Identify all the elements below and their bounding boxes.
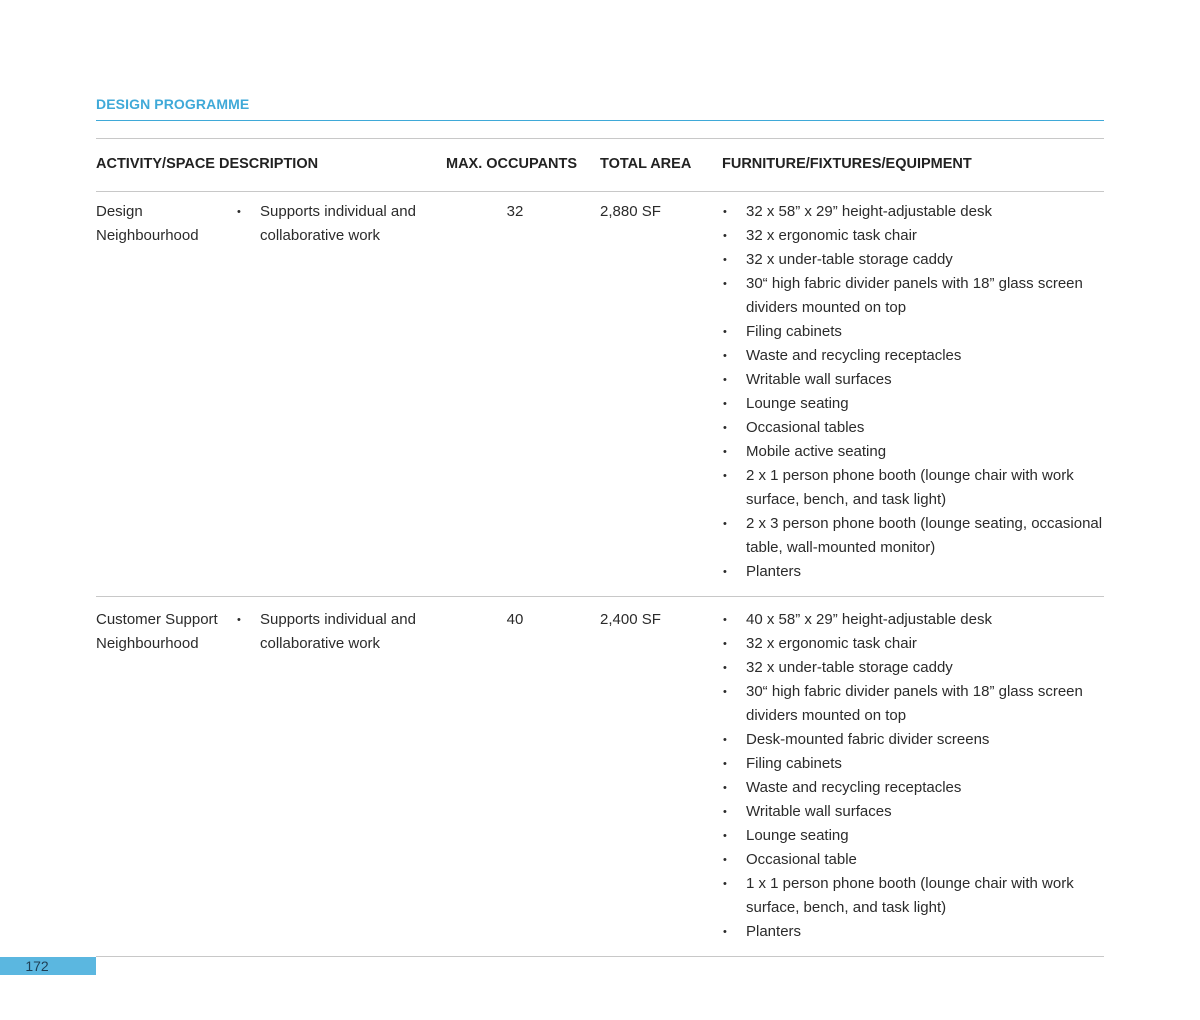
furniture-item: • Writable wall surfaces — [720, 800, 1104, 824]
furniture-item: • 2 x 1 person phone booth (lounge chair with work surface, bench, and task light) — [720, 464, 1104, 512]
furniture-item: • Occasional table — [720, 848, 1104, 872]
furniture-item: • 32 x 58” x 29” height-adjustable desk — [720, 200, 1104, 224]
furniture-item: • Filing cabinets — [720, 752, 1104, 776]
furniture-list — [720, 608, 1104, 944]
furniture-item: • 40 x 58” x 29” height-adjustable desk — [720, 608, 1104, 632]
description-item: • Supports individual and collaborative work — [234, 608, 434, 656]
space-name: Customer Support Neighbourhood — [96, 611, 218, 652]
furniture-item: • 1 x 1 person phone booth (lounge chair with work surface, bench, and task light) — [720, 872, 1104, 920]
header-activity: ACTIVITY/SPACE DESCRIPTION — [96, 156, 319, 172]
furniture-item: • 30“ high fabric divider panels with 18” glass screen dividers mounted on top — [720, 680, 1104, 728]
furniture-item: • Writable wall surfaces — [720, 368, 1104, 392]
title-rule — [96, 120, 1104, 121]
furniture-item: • 2 x 3 person phone booth (lounge seating, occasional table, wall-mounted monitor) — [720, 512, 1104, 560]
total-area: 2,400 SF — [600, 611, 661, 628]
furniture-item: • Occasional tables — [720, 416, 1104, 440]
header-furniture: FURNITURE/FIXTURES/EQUIPMENT — [722, 156, 972, 172]
section-title: DESIGN PROGRAMME — [96, 96, 250, 112]
furniture-item: • Filing cabinets — [720, 320, 1104, 344]
furniture-item: • Waste and recycling receptacles — [720, 776, 1104, 800]
furniture-item: • Lounge seating — [720, 824, 1104, 848]
furniture-item: • 32 x under-table storage caddy — [720, 656, 1104, 680]
total-area: 2,880 SF — [600, 203, 661, 220]
header-rule — [96, 191, 1104, 192]
space-description — [234, 200, 434, 248]
furniture-item: • Lounge seating — [720, 392, 1104, 416]
header-occupants: MAX. OCCUPANTS — [446, 156, 578, 172]
furniture-list — [720, 200, 1104, 584]
description-item: • Supports individual and collaborative work — [234, 200, 434, 248]
max-occupants: 32 — [506, 203, 524, 220]
furniture-item: • 30“ high fabric divider panels with 18” glass screen dividers mounted on top — [720, 272, 1104, 320]
furniture-item: • Waste and recycling receptacles — [720, 344, 1104, 368]
furniture-item: • Desk-mounted fabric divider screens — [720, 728, 1104, 752]
furniture-item: • 32 x ergonomic task chair — [720, 224, 1104, 248]
furniture-item: • 32 x under-table storage caddy — [720, 248, 1104, 272]
header-area: TOTAL AREA — [600, 156, 692, 172]
furniture-item: • Planters — [720, 920, 1104, 944]
space-description — [234, 608, 434, 656]
furniture-item: • Planters — [720, 560, 1104, 584]
row-rule — [96, 596, 1104, 597]
max-occupants: 40 — [506, 611, 524, 628]
space-name: Design Neighbourhood — [96, 203, 199, 244]
row-rule — [96, 956, 1104, 957]
page-number: 172 — [25, 958, 49, 974]
furniture-item: • Mobile active seating — [720, 440, 1104, 464]
furniture-item: • 32 x ergonomic task chair — [720, 632, 1104, 656]
table-top-rule — [96, 138, 1104, 139]
